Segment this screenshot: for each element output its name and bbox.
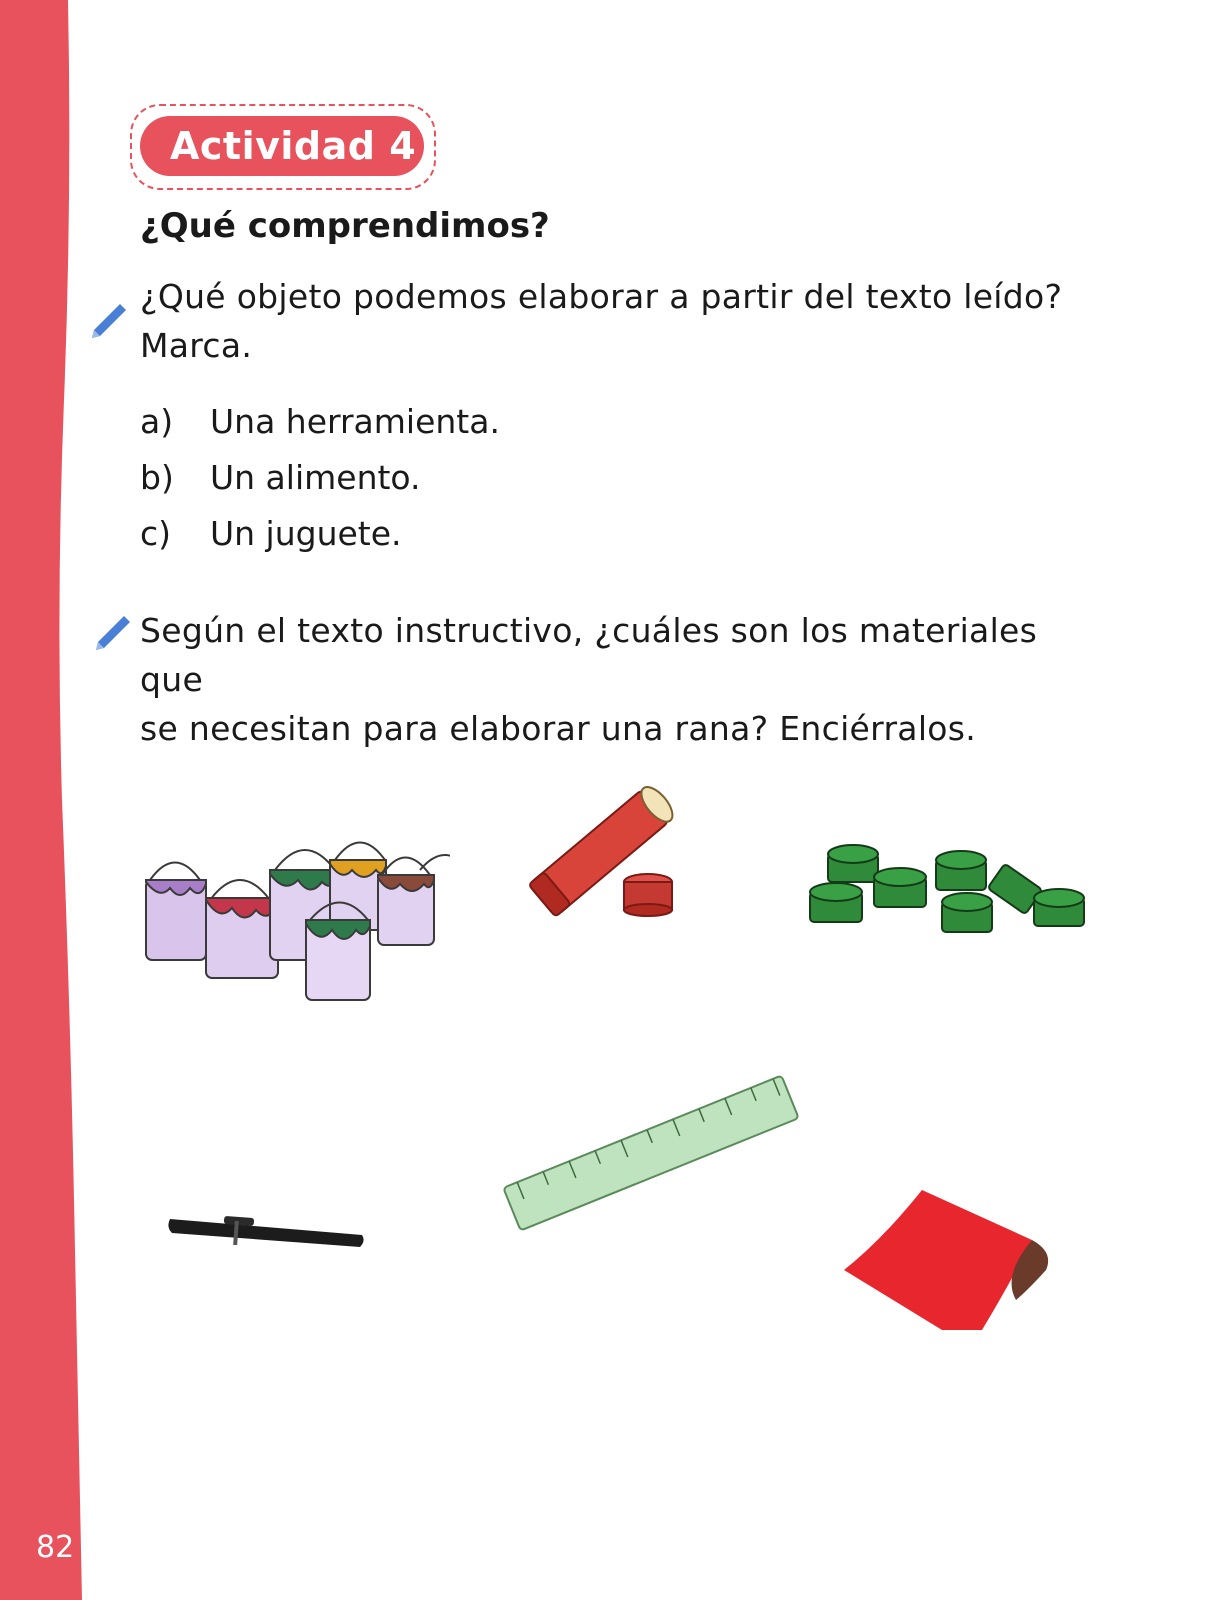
- ruler-image[interactable]: [496, 1068, 806, 1238]
- pencil-icon: [88, 300, 128, 340]
- option-text: Un alimento.: [210, 458, 421, 497]
- glue-stick-image[interactable]: [500, 760, 690, 950]
- option-letter: b): [140, 458, 174, 497]
- activity-badge-frame: [130, 104, 436, 190]
- side-band: [0, 0, 100, 1600]
- option-text: Un juguete.: [210, 514, 402, 553]
- option-c[interactable]: [140, 509, 402, 559]
- pencil-icon: [92, 612, 132, 652]
- option-letter: a): [140, 402, 174, 441]
- paint-buckets-image[interactable]: [140, 830, 450, 1030]
- question-2-line-1: Según el texto instructivo, ¿cuáles son los materiales que: [140, 611, 1038, 699]
- question-1-line-2: Marca.: [140, 326, 253, 365]
- option-a[interactable]: [140, 397, 500, 447]
- red-paper-image[interactable]: [832, 1180, 1062, 1340]
- section-subtitle: ¿Qué comprendimos?: [140, 206, 550, 246]
- option-b[interactable]: [140, 453, 421, 503]
- marker-image[interactable]: [164, 1205, 368, 1265]
- option-text: Una herramienta.: [210, 402, 500, 441]
- question-1: [140, 272, 1100, 370]
- question-2: [140, 606, 1100, 753]
- question-2-line-2: se necesitan para elaborar una rana? Enciérralos.: [140, 709, 977, 748]
- activity-badge: Actividad 4: [140, 116, 424, 176]
- option-letter: c): [140, 514, 172, 553]
- bottle-caps-image[interactable]: [806, 832, 1096, 952]
- page-number: 82: [36, 1530, 75, 1565]
- question-1-line-1: ¿Qué objeto podemos elaborar a partir del texto leído?: [140, 277, 1063, 316]
